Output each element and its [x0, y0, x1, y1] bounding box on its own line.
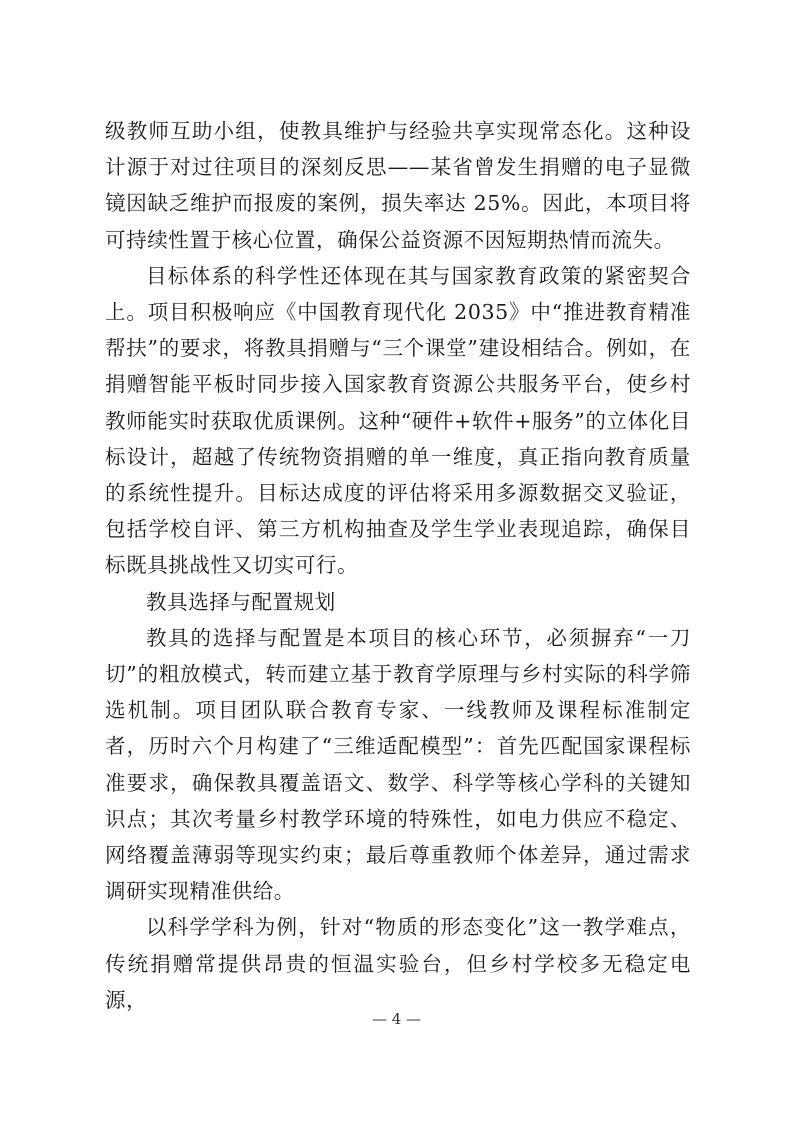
section-heading: 教具选择与配置规划 [146, 589, 336, 614]
paragraph-policy-alignment: 目标体系的科学性还体现在其与国家教育政策的紧密契合上。项目积极响应《中国教育现代化 2035》中“推进教育精准帮扶”的要求，将教具捐赠与“三个课堂”建设相结合。例如，在捐赠智能平板时同步接入国家教育资源公共服务平台，使乡村教师能实时获取优质课例。这种“硬件+软件+服务”的立体化目标设计，超越了传统物资捐赠的单一维度，真正指向教育质量的系统性提升。目标达成度的评估将采用多源数据交叉验证，包括学校自评、第三方机构抽查及学生学业表现追踪，确保目标既具挑战性又切实可行。 [105, 263, 691, 578]
paragraph-selection-model: 教具的选择与配置是本项目的核心环节，必须摒弃“一刀切”的粗放模式，转而建立基于教育学原理与乡村实际的科学筛选机制。项目团队联合教育专家、一线教师及课程标准制定者，历时六个月构建了“三维适配模型”：首先匹配国家课程标准要求，确保教具覆盖语文、数学、科学等核心学科的关键知识点；其次考量乡村教学环境的特殊性，如电力供应不稳定、网络覆盖薄弱等现实约束；最后尊重教师个体差异，通过需求调研实现精准供给。 [105, 625, 691, 904]
paragraph-continuation: 级教师互助小组，使教具维护与经验共享实现常态化。这种设计源于对过往项目的深刻反思——某省曾发生捐赠的电子显微镜因缺乏维护而报废的案例，损失率达 25%。因此，本项目将可持续性置于核心位置，确保公益资源不因短期热情而流失。 [105, 119, 691, 252]
paragraph-science-example: 以科学学科为例，针对“物质的形态变化”这一教学难点，传统捐赠常提供昂贵的恒温实验台，但乡村学校多无稳定电源， [105, 915, 691, 1012]
page-number: — 4 — [371, 1010, 422, 1028]
document-body [105, 113, 691, 1018]
